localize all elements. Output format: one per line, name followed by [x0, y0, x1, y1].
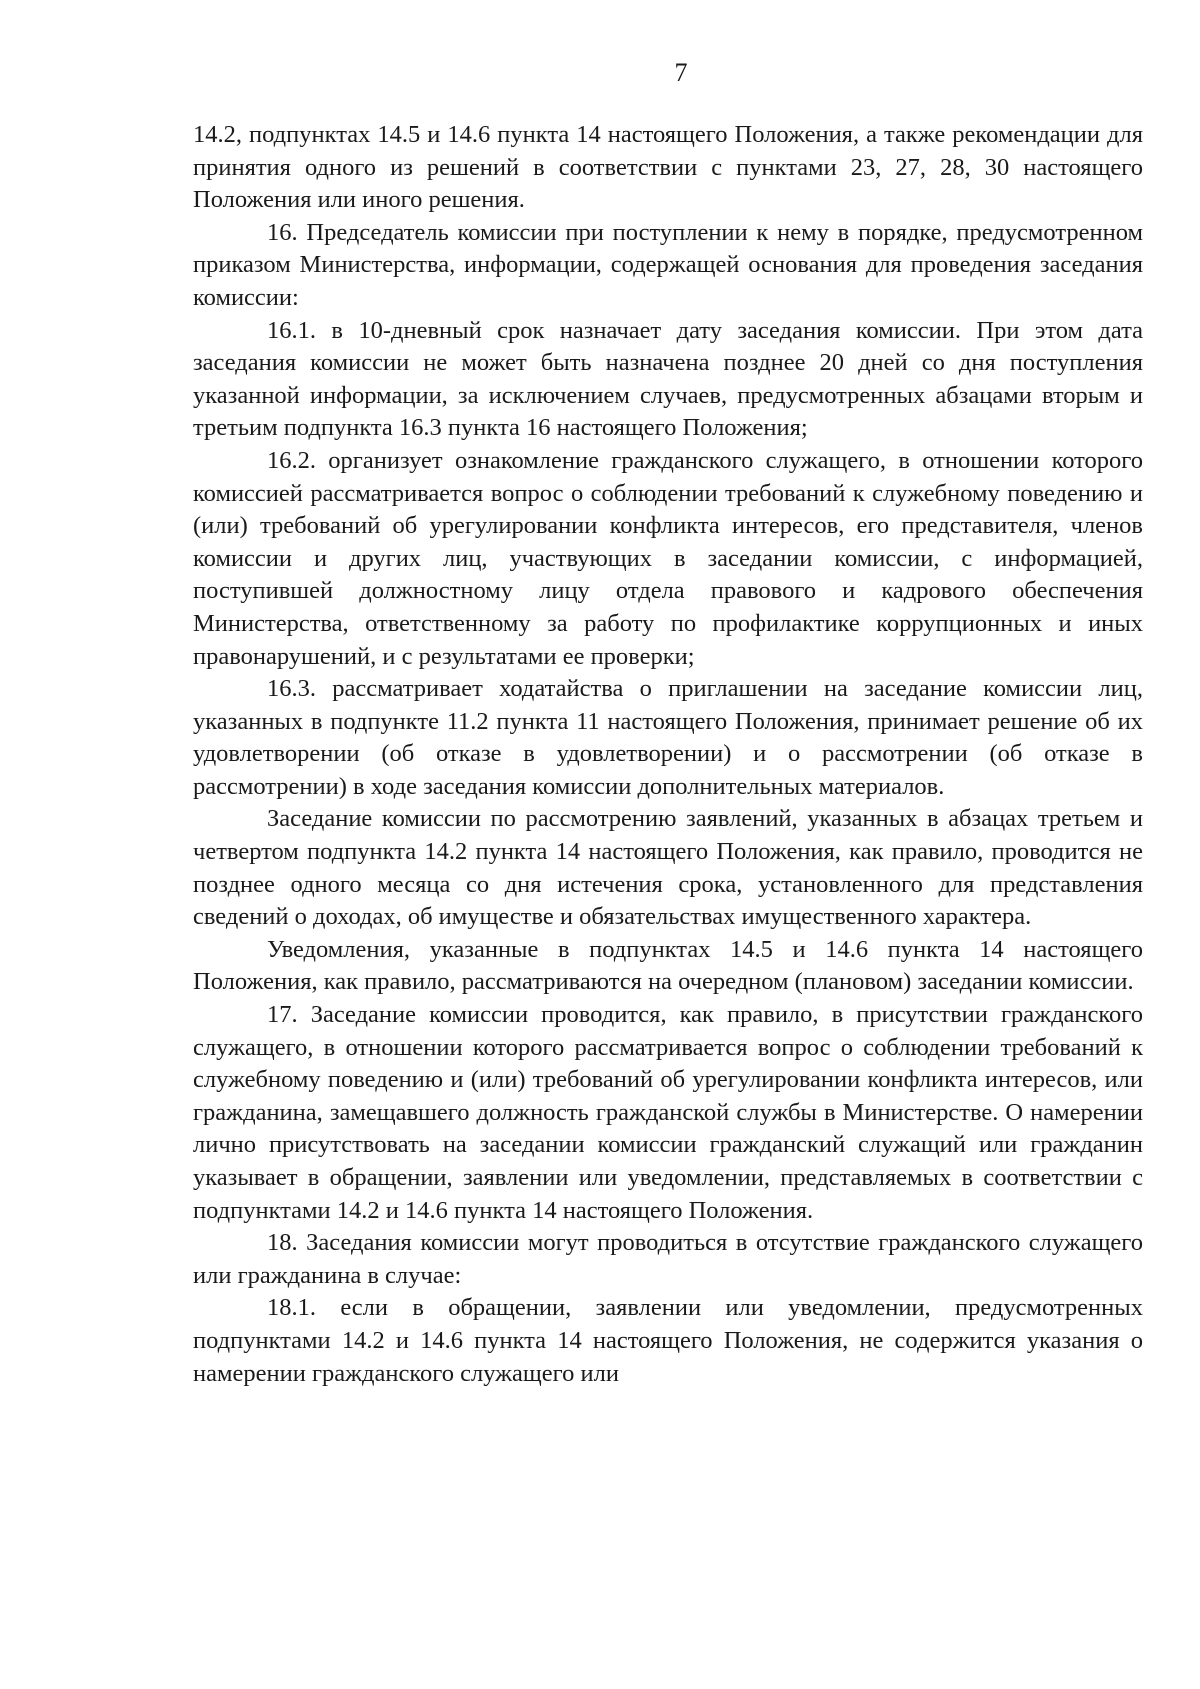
paragraph: 18.1. если в обращении, заявлении или уведомлении, предусмотренных подпунктами 14.2 и 14.6 пункта 14 настоящего Положения, не содержится указания о намерении гражданского служащего или — [193, 1294, 1143, 1387]
paragraph: Уведомления, указанные в подпунктах 14.5 и 14.6 пункта 14 настоящего Положения, как правило, рассматриваются на очередном (плановом) заседании комиссии. — [193, 935, 1143, 996]
paragraph: Заседание комиссии по рассмотрению заявлений, указанных в абзацах третьем и четвертом подпункта 14.2 пункта 14 настоящего Положения, как правило, проводится не позднее одного месяца со дня истечения срока, установленного для представления сведений о доходах, об имуществе и обязательствах имущественного характера. — [193, 805, 1143, 931]
paragraph: 16.2. организует ознакомление гражданского служащего, в отношении которого комиссией рассматривается вопрос о соблюдении требований к служебному поведению и (или) требований об урегулировании конфликта интересов, его представителя, членов комиссии и других лиц, участвующих в заседании комиссии, с информацией, поступившей должностному лицу отдела правового и кадрового обеспечения Министерства, ответственному за работу по профилактике коррупционных и иных правонарушений, и с результатами ее проверки; — [193, 446, 1143, 670]
paragraph: 16. Председатель комиссии при поступлении к нему в порядке, предусмотренном приказом Министерства, информации, содержащей основания для проведения заседания комиссии: — [193, 218, 1143, 311]
paragraph: 14.2, подпунктах 14.5 и 14.6 пункта 14 настоящего Положения, а также рекомендации для принятия одного из решений в соответствии с пунктами 23, 27, 28, 30 настоящего Положения или иного решения. — [193, 121, 1143, 214]
paragraph: 17. Заседание комиссии проводится, как правило, в присутствии гражданского служащего, в отношении которого рассматривается вопрос о соблюдении требований к служебному поведению и (или) требований об урегулировании конфликта интересов, или гражданина, замещавшего должность гражданской службы в Министерстве. О намерении лично присутствовать на заседании комиссии гражданский служащий или гражданин указывает в обращении, заявлении или уведомлении, представляемых в соответствии с подпунктами 14.2 и 14.6 пункта 14 настоящего Положения. — [193, 1001, 1143, 1224]
page-number — [0, 58, 1200, 88]
document-body — [193, 119, 1143, 1390]
page-number-text: 7 — [674, 58, 688, 87]
paragraph: 16.3. рассматривает ходатайства о приглашении на заседание комиссии лиц, указанных в подпункте 11.2 пункта 11 настоящего Положения, принимает решение об их удовлетворении (об отказе в удовлетворении) и о рассмотрении (об отказе в рассмотрении) в ходе заседания комиссии дополнительных материалов. — [193, 675, 1143, 800]
paragraph: 16.1. в 10-дневный срок назначает дату заседания комиссии. При этом дата заседания комиссии не может быть назначена позднее 20 дней со дня поступления указанной информации, за исключением случаев, предусмотренных абзацами вторым и третьим подпункта 16.3 пункта 16 настоящего Положения; — [193, 316, 1143, 442]
paragraph: 18. Заседания комиссии могут проводиться в отсутствие гражданского служащего или гражданина в случае: — [193, 1229, 1143, 1289]
